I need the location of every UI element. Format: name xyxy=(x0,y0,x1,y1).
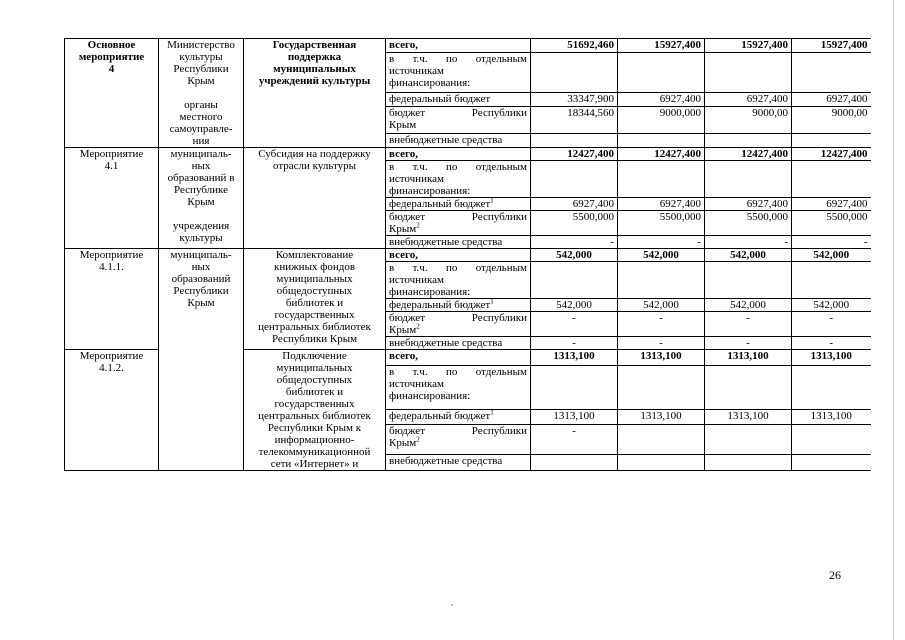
text-line: бюджет Республики xyxy=(389,106,527,119)
amount-cell: 542,000 xyxy=(531,249,618,262)
text-line: ния xyxy=(192,135,210,147)
amount-cell xyxy=(705,133,792,147)
funding-source-cell xyxy=(386,312,531,337)
text-line: Республике xyxy=(174,184,228,196)
table-row xyxy=(65,148,871,161)
amount-cell: - xyxy=(531,337,618,350)
amount-cell xyxy=(618,161,705,198)
page-edge-line xyxy=(893,0,894,640)
text-line: мероприятие xyxy=(78,51,145,63)
text-line: телекоммуникационной xyxy=(258,446,371,458)
text-line: муниципальных xyxy=(276,273,353,285)
funding-source-cell xyxy=(386,211,531,236)
table-row xyxy=(65,249,871,262)
amount-cell xyxy=(531,455,618,471)
funding-source-cell xyxy=(386,92,531,106)
text-line: всего, xyxy=(389,249,418,261)
text-line: культуры xyxy=(179,51,223,63)
amount-cell xyxy=(705,262,792,299)
amount-cell: 6927,400 xyxy=(531,198,618,211)
activity-name-cell xyxy=(65,350,159,471)
funding-source-cell xyxy=(386,39,531,53)
text-line: Комплектование xyxy=(275,249,354,261)
text-line: общедоступных xyxy=(276,374,353,386)
amount-cell: 5500,000 xyxy=(792,211,871,236)
description-cell xyxy=(244,39,386,148)
amount-cell: 12427,400 xyxy=(705,148,792,161)
text-line: Основное xyxy=(87,39,136,51)
text-line: 4.1.2. xyxy=(99,362,124,374)
amount-cell xyxy=(618,455,705,471)
text-line: источникам xyxy=(389,65,444,78)
text-line: Республики xyxy=(173,63,229,75)
amount-cell: 542,000 xyxy=(705,249,792,262)
text-line: федеральный бюджет xyxy=(389,198,491,210)
amount-cell: - xyxy=(792,337,871,350)
text-line: бюджет Республики xyxy=(389,312,527,324)
funding-source-cell xyxy=(386,350,531,366)
text-line: государственных xyxy=(274,309,355,321)
amount-cell: - xyxy=(705,312,792,337)
text-line: муниципальных xyxy=(273,63,356,75)
amount-cell: 1313,100 xyxy=(531,350,618,366)
text-line: финансирования: xyxy=(389,286,471,298)
text-line xyxy=(162,208,240,220)
text-line: 4.1.1. xyxy=(99,261,124,273)
funding-source-cell xyxy=(386,337,531,350)
amount-cell xyxy=(618,425,705,455)
amount-cell xyxy=(705,455,792,471)
text-line: государственных xyxy=(274,398,355,410)
text-line: внебюджетные средства xyxy=(389,236,503,248)
text-line: Мероприятие xyxy=(79,148,144,160)
text-line: местного xyxy=(179,111,223,123)
funding-source-cell xyxy=(386,365,531,409)
amount-cell: 9000,00 xyxy=(792,106,871,133)
text-line: Крым xyxy=(389,223,417,235)
amount-cell: 542,000 xyxy=(705,299,792,312)
footnote-mark: 2 xyxy=(416,221,420,230)
executor-cell xyxy=(159,249,244,471)
scan-speck xyxy=(451,604,453,606)
footnote-mark: 2 xyxy=(416,435,420,444)
amount-cell xyxy=(792,365,871,409)
text-line: всего, xyxy=(389,350,418,362)
amount-cell: - xyxy=(531,236,618,249)
funding-source-cell xyxy=(386,198,531,211)
text-line: всего, xyxy=(389,148,418,160)
amount-cell: 9000,00 xyxy=(705,106,792,133)
amount-cell: 1313,100 xyxy=(531,409,618,425)
amount-cell: 1313,100 xyxy=(792,350,871,366)
text-line: Республики xyxy=(173,285,229,297)
amount-cell: 18344,560 xyxy=(531,106,618,133)
amount-cell: 12427,400 xyxy=(792,148,871,161)
amount-cell: 9000,000 xyxy=(618,106,705,133)
amount-cell: 5500,000 xyxy=(705,211,792,236)
amount-cell: 6927,400 xyxy=(705,92,792,106)
text-line: Подключение xyxy=(282,350,347,362)
text-line: Министерство xyxy=(167,39,235,51)
text-line: отрасли культуры xyxy=(272,160,357,172)
amount-cell: - xyxy=(618,337,705,350)
amount-cell xyxy=(531,161,618,198)
footnote-mark: 1 xyxy=(490,298,494,306)
amount-cell: - xyxy=(531,312,618,337)
text-line: учреждений культуры xyxy=(258,75,371,87)
footnote-mark: 1 xyxy=(490,197,494,205)
amount-cell: - xyxy=(705,236,792,249)
text-line: культуры xyxy=(179,232,223,244)
text-line: книжных фондов xyxy=(273,261,356,273)
amount-cell xyxy=(792,425,871,455)
text-line: образований в xyxy=(167,172,235,184)
text-line: информационно- xyxy=(274,434,355,446)
text-line: ных xyxy=(191,160,211,172)
amount-cell: 12427,400 xyxy=(531,148,618,161)
amount-cell: - xyxy=(618,312,705,337)
text-line: финансирования: xyxy=(389,77,471,90)
text-line: Крым xyxy=(187,297,215,309)
text-line: муниципаль- xyxy=(170,249,232,261)
text-line: источникам xyxy=(389,173,444,185)
amount-cell xyxy=(618,365,705,409)
text-line: финансирования: xyxy=(389,389,471,402)
text-line: федеральный бюджет xyxy=(389,92,491,105)
text-line: муниципаль- xyxy=(170,148,232,160)
amount-cell: 1313,100 xyxy=(618,409,705,425)
text-line: 4.1 xyxy=(104,160,119,172)
amount-cell: 12427,400 xyxy=(618,148,705,161)
text-line: Крым xyxy=(187,196,215,208)
funding-source-cell xyxy=(386,299,531,312)
funding-source-cell xyxy=(386,455,531,471)
text-line: Крым xyxy=(389,118,417,131)
text-line: в т.ч. по отдельным xyxy=(389,161,527,173)
text-line: сети «Интернет» и xyxy=(270,458,359,470)
amount-cell: 6927,400 xyxy=(792,198,871,211)
amount-cell xyxy=(618,133,705,147)
text-line: самоуправле- xyxy=(169,123,233,135)
text-line: внебюджетные средства xyxy=(389,337,503,349)
amount-cell xyxy=(705,365,792,409)
activity-name-cell xyxy=(65,148,159,249)
text-line: внебюджетные средства xyxy=(389,133,503,146)
text-line: Субсидия на поддержку xyxy=(258,148,371,160)
text-line: Мероприятие xyxy=(79,249,144,261)
amount-cell xyxy=(705,425,792,455)
text-line: центральных библиотек xyxy=(258,321,371,333)
text-line: общедоступных xyxy=(276,285,353,297)
amount-cell: 5500,000 xyxy=(531,211,618,236)
funding-source-cell xyxy=(386,249,531,262)
amount-cell: - xyxy=(792,236,871,249)
text-line: Республики Крым к xyxy=(267,422,362,434)
amount-cell: 542,000 xyxy=(618,249,705,262)
amount-cell: 1313,100 xyxy=(705,350,792,366)
funding-source-cell xyxy=(386,148,531,161)
amount-cell xyxy=(792,133,871,147)
amount-cell: - xyxy=(618,236,705,249)
amount-cell xyxy=(618,53,705,93)
text-line: федеральный бюджет xyxy=(389,299,491,311)
text-line: в т.ч. по отдельным xyxy=(389,53,527,66)
text-line: Государственная xyxy=(272,39,357,51)
text-line: образований xyxy=(171,273,231,285)
table-row xyxy=(65,39,871,53)
amount-cell: 5500,000 xyxy=(618,211,705,236)
amount-cell: 15927,400 xyxy=(792,39,871,53)
amount-cell xyxy=(531,365,618,409)
amount-cell xyxy=(531,262,618,299)
text-line: источникам xyxy=(389,377,444,390)
page-number: 26 xyxy=(829,568,841,582)
description-cell xyxy=(244,148,386,249)
text-line: органы xyxy=(184,99,218,111)
funding-source-cell xyxy=(386,409,531,425)
text-line: бюджет Республики xyxy=(389,425,527,438)
amount-cell: 542,000 xyxy=(792,249,871,262)
text-line: муниципальных xyxy=(276,362,353,374)
amount-cell: 542,000 xyxy=(792,299,871,312)
text-line: в т.ч. по отдельным xyxy=(389,262,527,274)
amount-cell xyxy=(531,133,618,147)
amount-cell: 6927,400 xyxy=(618,198,705,211)
amount-cell: 542,000 xyxy=(531,299,618,312)
text-line: Крым xyxy=(389,324,417,336)
activity-name-cell xyxy=(65,39,159,148)
amount-cell: 1313,100 xyxy=(705,409,792,425)
footnote-mark: 1 xyxy=(490,409,494,417)
funding-source-cell xyxy=(386,53,531,93)
funding-source-cell xyxy=(386,262,531,299)
amount-cell: 542,000 xyxy=(618,299,705,312)
amount-cell xyxy=(792,455,871,471)
amount-cell: - xyxy=(705,337,792,350)
text-line: 4 xyxy=(108,63,115,75)
funding-source-cell xyxy=(386,106,531,133)
amount-cell: 6927,400 xyxy=(792,92,871,106)
amount-cell: 15927,400 xyxy=(618,39,705,53)
text-line: Республики Крым xyxy=(271,333,358,345)
amount-cell: 1313,100 xyxy=(792,409,871,425)
amount-cell: 15927,400 xyxy=(705,39,792,53)
budget-table xyxy=(64,38,871,471)
amount-cell: 33347,900 xyxy=(531,92,618,106)
text-line: поддержка xyxy=(287,51,342,63)
text-line: центральных библиотек xyxy=(258,410,371,422)
text-line: всего, xyxy=(389,39,418,51)
description-cell xyxy=(244,350,386,471)
text-line: Крым xyxy=(389,437,417,450)
amount-cell: 51692,460 xyxy=(531,39,618,53)
text-line: Крым xyxy=(187,75,215,87)
text-line: библиотек и xyxy=(285,297,344,309)
funding-source-cell xyxy=(386,236,531,249)
funding-source-cell xyxy=(386,425,531,455)
description-cell xyxy=(244,249,386,350)
executor-cell xyxy=(159,148,244,249)
amount-cell xyxy=(792,53,871,93)
text-line xyxy=(162,87,240,99)
text-line: источникам xyxy=(389,274,444,286)
amount-cell xyxy=(792,161,871,198)
text-line: ных xyxy=(191,261,211,273)
funding-source-cell xyxy=(386,161,531,198)
amount-cell: 6927,400 xyxy=(705,198,792,211)
amount-cell xyxy=(618,262,705,299)
text-line: бюджет Республики xyxy=(389,211,527,223)
footnote-mark: 2 xyxy=(416,322,420,331)
amount-cell: 6927,400 xyxy=(618,92,705,106)
text-line: учреждения xyxy=(172,220,230,232)
amount-cell xyxy=(531,53,618,93)
amount-cell: - xyxy=(792,312,871,337)
activity-name-cell xyxy=(65,249,159,350)
amount-cell xyxy=(792,262,871,299)
amount-cell xyxy=(705,53,792,93)
text-line: Мероприятие xyxy=(79,350,144,362)
text-line: в т.ч. по отдельным xyxy=(389,365,527,378)
text-line: финансирования: xyxy=(389,185,471,197)
amount-cell: - xyxy=(531,425,618,455)
text-line: библиотек и xyxy=(285,386,344,398)
amount-cell: 1313,100 xyxy=(618,350,705,366)
text-line: федеральный бюджет xyxy=(389,409,491,422)
text-line: внебюджетные средства xyxy=(389,455,503,468)
amount-cell xyxy=(705,161,792,198)
executor-cell xyxy=(159,39,244,148)
funding-source-cell xyxy=(386,133,531,147)
